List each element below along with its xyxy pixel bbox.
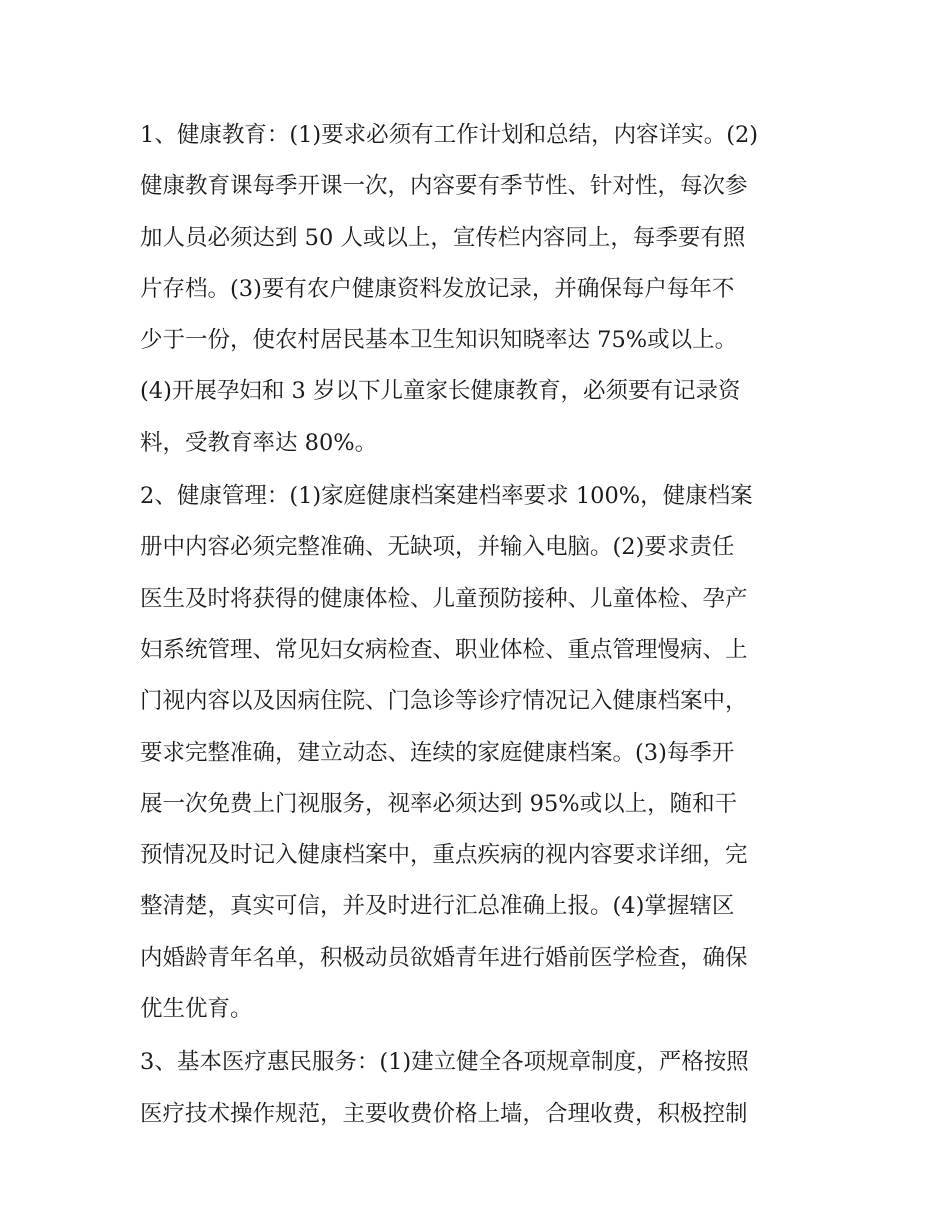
- text-line: 整清楚，真实可信，并及时进行汇总准确上报。(4)掌握辖区: [140, 893, 735, 920]
- text-line: 册中内容必须完整准确、无缺项，并输入电脑。(2)要求责任: [140, 534, 735, 561]
- text-line: (4)开展孕妇和 3 岁以下儿童家长健康教育，必须要有记录资: [140, 378, 741, 405]
- text-line: 展一次免费上门视服务，视率必须达到 95%或以上，随和干: [140, 790, 738, 817]
- text-line: 要求完整准确，建立动态、连续的家庭健康档案。(3)每季开: [140, 739, 735, 766]
- text-line: 2、健康管理：(1)家庭健康档案建档率要求 100%，健康档案: [140, 483, 753, 510]
- text-line: 预情况及时记入健康档案中，重点疾病的视内容要求详细，完: [140, 842, 748, 869]
- text-line: 料，受教育率达 80%。: [140, 429, 378, 456]
- text-line: 3、基本医疗惠民服务：(1)建立健全各项规章制度，严格按照: [140, 1049, 749, 1076]
- text-line: 健康教育课每季开课一次，内容要有季节性、针对性，每次参: [140, 173, 748, 200]
- text-line: 妇系统管理、常见妇女病检查、职业体检、重点管理慢病、上: [140, 636, 748, 663]
- text-line: 片存档。(3)要有农户健康资料发放记录，并确保每户每年不: [140, 275, 735, 302]
- text-line: 1、健康教育：(1)要求必须有工作计划和总结，内容详实。(2): [140, 122, 759, 148]
- document-body: [140, 110, 820, 1142]
- text-line: 门视内容以及因病住院、门急诊等诊疗情况记入健康档案中，: [140, 688, 748, 715]
- text-line: 优生优育。: [140, 996, 253, 1023]
- text-line: 加人员必须达到 50 人或以上，宣传栏内容同上，每季要有照: [140, 224, 746, 251]
- paragraph-health-education: [140, 110, 820, 469]
- text-line: 少于一份，使农村居民基本卫生知识知晓率达 75%或以上。: [140, 327, 738, 354]
- text-line: 内婚龄青年名单，积极动员欲婚青年进行婚前医学检查，确保: [140, 944, 748, 971]
- text-line: 医生及时将获得的健康体检、儿童预防接种、儿童体检、孕产: [140, 585, 748, 612]
- text-line: 医疗技术操作规范，主要收费价格上墙，合理收费，积极控制: [140, 1100, 748, 1127]
- paragraph-basic-medical-service: [140, 1037, 820, 1140]
- paragraph-health-management: [140, 471, 820, 1035]
